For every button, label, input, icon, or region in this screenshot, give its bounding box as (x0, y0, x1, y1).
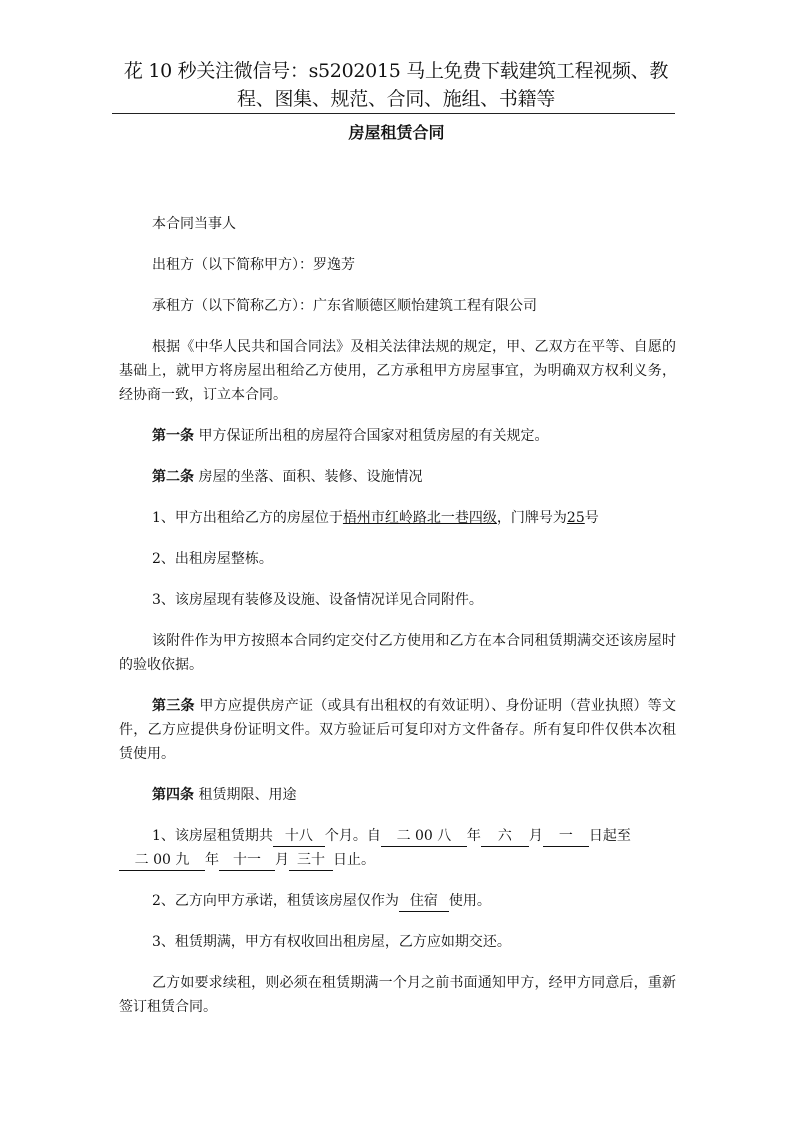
header-divider (112, 113, 675, 114)
article-2-item-3: 3、该房屋现有装修及设施、设备情况详见合同附件。 (152, 592, 483, 608)
header-line-2: 程、图集、规范、合同、施组、书籍等 (237, 88, 555, 110)
article-2-text: 房屋的坐落、面积、装修、设施情况 (198, 469, 423, 485)
item-text: 年 (205, 852, 219, 868)
item-text: 月 (528, 828, 543, 844)
article-3-text: 甲方应提供房产证（或具有出租权的有效证明）、身份证明（营业执照）等文件，乙方应提供身份证明文件。双方验证后可复印对方文件备存。所有复印件仅供本次租赁使用。 (119, 698, 677, 762)
item-text: ，门牌号为 (496, 510, 567, 526)
item-text: 日起至 (588, 828, 631, 844)
document-title: 房屋租赁合同 (348, 123, 445, 142)
contract-body (119, 212, 676, 1036)
lessee-line: 承租方（以下简称乙方）：广东省顺德区顺怡建筑工程有限公司 (152, 298, 537, 314)
start-year: 二 00 八 (381, 827, 467, 847)
end-day: 三十 (289, 851, 333, 871)
item-text: 号 (584, 510, 599, 526)
item-text: 日止。 (333, 852, 375, 868)
property-address: 梧州市红岭路北一巷四级 (342, 510, 497, 526)
article-1 (119, 424, 676, 448)
lessor-line: 出租方（以下简称甲方）：罗逸芳 (152, 257, 355, 273)
article-2-item-1 (119, 506, 676, 530)
item-text: 使用。 (448, 893, 491, 909)
article-1-label: 第一条 (152, 428, 194, 444)
end-year: 二 00 九 (119, 851, 205, 871)
start-month: 六 (481, 827, 529, 847)
renewal-paragraph: 乙方如要求续租，则必须在租赁期满一个月之前书面通知甲方，经甲方同意后，重新签订租赁合同。 (119, 975, 676, 1015)
article-4-label: 第四条 (152, 787, 194, 803)
house-number: 25 (566, 510, 585, 526)
item-text: 个月。自 (324, 828, 381, 844)
item-text: 年 (466, 828, 481, 844)
start-day: 一 (543, 827, 589, 847)
article-2-label: 第二条 (152, 469, 194, 485)
article-2-note: 该附件作为甲方按照本合同约定交付乙方使用和乙方在本合同租赁期满交还该房屋时的验收依据。 (119, 633, 676, 673)
article-4-item-2 (119, 889, 676, 913)
article-4-item-1 (119, 824, 676, 872)
item-text: 2、乙方向甲方承诺，租赁该房屋仅作为 (152, 893, 399, 909)
item-text: 月 (275, 852, 289, 868)
lease-months: 十八 (273, 827, 325, 847)
item-text: 1、甲方出租给乙方的房屋位于 (152, 510, 343, 526)
article-2-item-2: 2、出租房屋整栋。 (152, 551, 273, 567)
parties-intro: 本合同当事人 (152, 216, 236, 232)
end-month: 十一 (219, 851, 275, 871)
article-2 (119, 465, 676, 489)
use-purpose: 住宿 (399, 892, 449, 912)
article-3-label: 第三条 (152, 698, 195, 714)
header-line-1: 花 10 秒关注微信号：s5202015 马上免费下载建筑工程视频、教 (123, 60, 669, 82)
article-1-text: 甲方保证所出租的房屋符合国家对租赁房屋的有关规定。 (198, 428, 549, 444)
article-4-item-3: 3、租赁期满，甲方有权收回出租房屋，乙方应如期交还。 (152, 934, 511, 950)
article-4 (119, 783, 676, 807)
item-text: 1、该房屋租赁期共 (152, 828, 273, 844)
article-4-text: 租赁期限、用途 (198, 787, 297, 803)
page-header (110, 57, 682, 113)
article-3 (119, 694, 676, 766)
preamble-paragraph: 根据《中华人民共和国合同法》及相关法律法规的规定，甲、乙双方在平等、自愿的基础上，就甲方将房屋出租给乙方使用，乙方承租甲方房屋事宜，为明确双方权利义务，经协商一致，订立本合同。 (119, 339, 676, 403)
